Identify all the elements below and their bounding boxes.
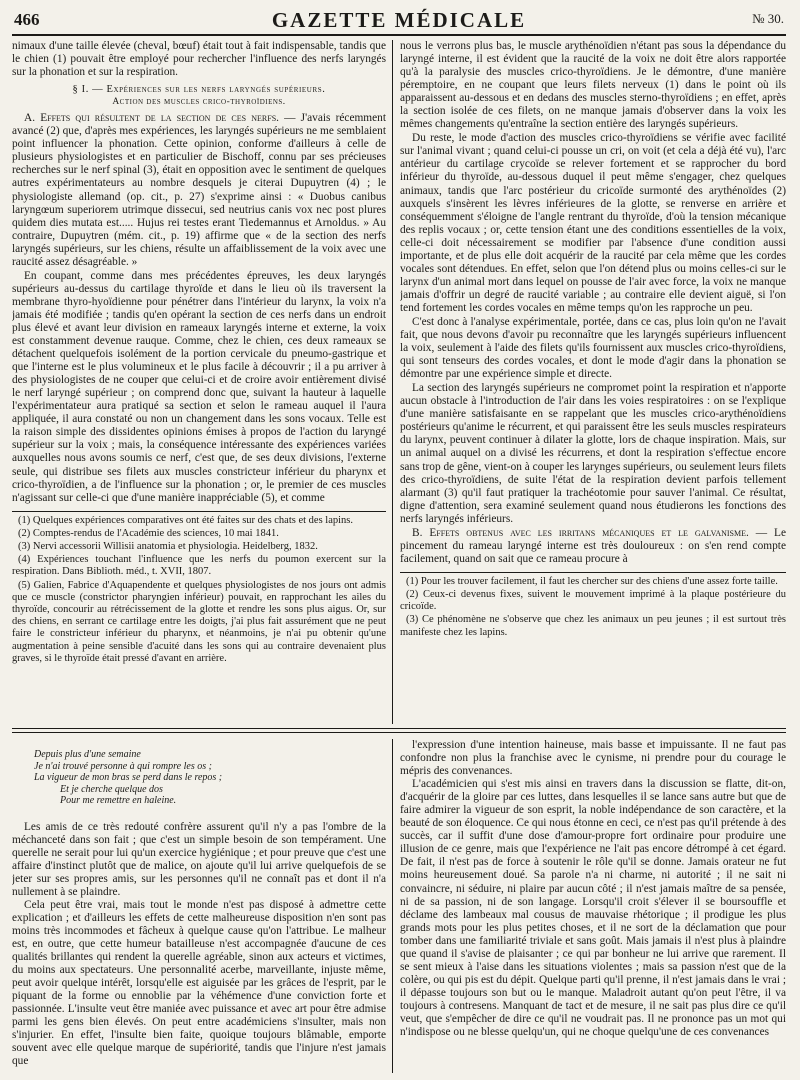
feuilleton — [12, 739, 786, 1073]
paragraph: nous le verrons plus bas, le muscle arythénoïdien n'étant pas sous la dépendance du laryngé interne, il est évident que la raucité de la voix ne doit être alors rapportée qu'à la paralysie des muscles crico-thyroïdiens. Je le démontre, d'une manière péremptoire, en ne coupant que leurs filets nerveux (1) dans le point où ils apparaissent au-dessous et en dedans des muscles sterno-thyroïdiens ; en effet, après la section isolée de ces filets, on ne manque jamais d'observer dans la voix les mêmes changements qu'entraîne la section entière des laryngés supérieurs. — [400, 40, 786, 131]
epigraph-line: Je n'ai trouvé personne à qui rompre les os ; — [34, 760, 212, 772]
masthead — [12, 8, 786, 36]
paragraph: Les amis de ce très redouté confrère assurent qu'il n'y a pas l'ombre de la méchanceté dans son fait ; que c'est un simple besoin de son tempérament. Une querelle ne serait pour lui qu'un exercice hygiénique ; et pour preuve que c'est une affaire d'instinct plutôt que de malice, on ajoute qu'il lui arrive quelquefois de se jeter sur ses propres amis, sur les personnes qu'il ne connaît pas et dont il n'a nullement à se plaindre. — [12, 820, 386, 898]
paragraph-b — [400, 527, 786, 566]
footnote: (3) Ce phénomène ne s'observe que chez les animaux un peu jeunes ; il est surtout très manifeste chez les lapins. — [400, 614, 786, 638]
paragraph: C'est donc à l'analyse expérimentale, portée, dans ce cas, plus loin qu'on ne l'avait fait, que nous devons d'avoir pu reconnaître que les laryngés supérieurs influencent la voix, seulement à l'aide des filets qu'ils fournissent aux muscles crico-thyroïdiens, qui sont tenseurs des cordes vocales, et dont le mode d'agir dans la phonation se démontre par une expérience simple et directe. — [400, 315, 786, 381]
paragraph-a-lead: A. Effets qui résultent de la section de ces nerfs. — [24, 112, 279, 125]
footnotes-left — [12, 511, 386, 665]
column-divider — [392, 40, 393, 724]
paragraph: Cela peut être vrai, mais tout le monde n'est pas disposé à admettre cette explication ; et d'ailleurs les effets de cette malheureuse disposition n'en sont pas moins très incommodes et fâcheux à quelque cause qu'on l'attribue. Le malheur est, en outre, que cette humeur batailleuse n'est accompagnée d'aucune de ces qualités brillantes qui rendent la querelle agréable, sinon aux acteurs et victimes, du moins aux spectateurs. Une personnalité acerbe, marveillante, injuste même, peut avoir quelque intérêt, lorsqu'elle est aiguisée par les grâces de l'esprit, par le piquant de la forme ou ennoblie par la véhémence d'une conviction forte et passionnée. L'insulte veut être maniée avec puissance et avec art pour être admise parmi les gens bien élevés. On peut entre académiciens s'insulter, mais non s'injurier. En effet, l'insulte bien faite, quoique toujours blâmable, emporte souvent avec elle quelque marque de supériorité, tandis que l'injure n'est jamais que — [12, 898, 386, 1068]
epigraph-line: La vigueur de mon bras se perd dans le repos ; — [34, 772, 223, 783]
epigraph-line: Et je cherche quelque dos — [60, 783, 163, 795]
footnote: (3) Nervi accessorii Willisii anatomia et physiologia. Heidelberg, 1832. — [18, 541, 318, 553]
lower-right-column — [400, 739, 786, 1039]
journal-title: GAZETTE MÉDICALE — [271, 8, 527, 32]
lower-left-column — [12, 739, 386, 1068]
section-separator — [12, 728, 786, 733]
paragraph-b-lead: B. Effets obtenus avec les irritans mécaniques et le galvanisme. — [412, 526, 749, 539]
epigraph-line: Depuis plus d'une semaine — [34, 749, 141, 760]
epigraph — [34, 749, 386, 807]
section-title: § I. — Expériences sur les nerfs laryngés supérieurs. — [72, 84, 326, 96]
paragraph: La section des laryngés supérieurs ne compromet point la respiration et n'apporte aucun obstacle à l'introduction de l'air dans les voies respiratoires : on se l'explique d'une manière satisfaisante en se rappelant que les muscles crico-arythénoïdiens postérieurs qu'anime le récurrent, et qui paraissent être les seuls muscles respirateurs du larynx, peuvent continuer à dilater la glotte, lors de chaque inspiration. Mais, sur un animal auquel on a divisé les récurrens, et dont la respiration s'effectue encore sans trop de gêne, vient-on à couper les larynges supérieurs, ou seulement leurs filets des crico-thyroïdiens, de suite l'état de la respiration devient parfois tellement alarmant (3) qu'il faut pratiquer la trachéotomie pour sauver l'animal. Ce résultat, digne d'attention, sera examiné seulement quand nous étudierons les fonctions des nerfs laryngés inférieurs. — [400, 382, 786, 525]
intro-paragraph: nimaux d'une taille élevée (cheval, bœuf) était tout à fait indispensable, tandis que le chien (1) pouvait être employé pour rechercher l'influence des nerfs laryngés sur la phonation et sur la respiration. — [12, 40, 386, 79]
issue-number: № 30. — [752, 11, 784, 26]
footnote: (4) Expériences touchant l'influence que les nerfs du poumon exercent sur la respiration. Dans Biblioth. méd., t. XVII, 1807. — [12, 554, 386, 578]
epigraph-line: Pour me remettre en haleine. — [60, 795, 177, 806]
page-number: 466 — [14, 10, 40, 29]
upper-right-column — [400, 40, 786, 640]
upper-left-column — [12, 40, 386, 666]
footnote: (1) Pour les trouver facilement, il faut les chercher sur des chiens d'une assez forte taille. — [406, 575, 778, 587]
footnotes-right — [400, 572, 786, 639]
paragraph-b-text: — Le pincement du rameau laryngé interne est très douloureux : on s'en rend compte facilement, quand on sait que ce rameau procure à — [400, 526, 786, 565]
paragraph: L'académicien qui s'est mis ainsi en travers dans la discussion se flatte, dit-on, d'acquérir de la gloire par ces luttes, dans lesquelles il se lance sans autre but que de faire admirer la vigueur de son esprit, la noble indépendance de son caractère, et la beauté de son éloquence. Ce qui nous étonne en ceci, ce n'est pas qu'il prétende à des succès, car il suffit d'une dose d'amour-propre fort ordinaire pour produire une illusion de ce genre, mais que l'expérience ne l'ait pas encore détrompé à cet égard. De fait, il n'est pas de force à soutenir le rôle qu'il se donne. Jamais orateur ne fut moins heureusement doué. Sa parole n'a ni charme, ni autorité ; il ne sait ni convaincre, ni séduire, ni plaire par aucun côté ; il n'est jamais maître de sa pensée, ni de sa passion, ni de son langage. Lorsqu'il croit s'élever il se boursouffle et déclame des lambeaux mal cousus de mauvaise rhétorique ; il prodigue les plus grands mots pour les plus petites choses, et il ne sort de la déclamation que pour tomber dans une familiarité triviale et sans goût. Mais jamais il n'est plus à plaindre que quand il s'avise de plaisanter ; ce qui par bonheur ne lui arrive que rarement. Il se sent mieux à l'aise dans les situations violentes ; mais sa passion n'est que de la colère, ou qui pis est du dépit. Quelque parti qu'il prenne, il n'est jamais dans le vrai ; il dépasse toujours son but ou le manque. Maladroit autant qu'on peut l'être, il va toujours à contresens. Manquant de tact et de mesure, il ne sait pas plus dire ce qu'il veut, que s'empêcher de dire ce qu'il ne voudrait pas. Il ne prononce pas un mot qui n'indispose ou ne blesse quelqu'un, qui ne choque quelqu'une de ces convenances — [400, 778, 786, 1039]
footnote: (5) Galien, Fabrice d'Aquapendente et quelques physiologistes de nos jours ont admis que ce muscle (constrictor pharyngien inférieur) pouvait, en rapprochant les ailes du thyroïde, concourir au rétrécissement de la glotte et rendre les sons plus aigus. Or, sur des chiens, en serrant ce cartilage entre les doigts, j'ai plus fait assurément que ne peut faire le constricteur inférieur du pharynx, et néanmoins, je n'ai pu obtenir qu'une augmentation à peine sensible d'acuité dans les sons qui au contraire devenaient plus graves, si le thyroïde était pressé d'avant en arrière. — [12, 579, 386, 664]
footnote: (1) Quelques expériences comparatives ont été faites sur des chats et des lapins. — [18, 514, 354, 526]
paragraph: En coupant, comme dans mes précédentes épreuves, les deux laryngés supérieurs au-dessus du cartilage thyroïde et dans le lieu où ils traversent la membrane thyro-hyoïdienne pour pénétrer dans l'intérieur du larynx, la voix n'a jamais été modifiée ; tandis qu'en opérant la section de ces nerfs dans un endroit plus élevé et avant leur division en rameaux laryngés interne et externe, la voix est constamment devenue rauque. Comme, chez le chien, ces deux rameaux se détachent quelquefois isolément de la portion cervicale du pneumo-gastrique et que l'interne est le plus volumineux et le plus facile à découvrir ; il a pu arriver à des physiologistes de ne couper que celui-ci et de croire avoir entièrement divisé le nerf laryngé supérieur ; on comprend donc que, suivant la hauteur à laquelle l'expérimentateur aura pratiqué sa section et selon le rameau auquel il l'aura appliquée, il aura constaté ou non un changement dans les sons vocaux. Telle est la raison simple des dissidentes opinions émises à propos de l'action du laryngé supérieur sur la voix ; mais, la conséquence intéressante des expériences variées auxquelles nous avons soumis ce nerf, c'est que, de ses deux divisions, l'externe seule, qui distribue ses filets aux muscles constricteur inférieur du pharynx et crico-thyroïdien, a de l'influence sur la phonation ; or, le premier de ces muscles n'agissant sur celle-ci que d'une manière inappréciable (5), et comme — [12, 269, 386, 504]
section-subtitle: Action des muscles crico-thyroïdiens. — [112, 97, 286, 108]
column-divider — [392, 739, 393, 1073]
paragraph-a — [12, 112, 386, 269]
paragraph: l'expression d'une intention haineuse, mais basse et impuissante. Il ne faut pas confondre non plus la franchise avec le cynisme, ni prendre pour du courage le mépris des convenances. — [400, 739, 786, 778]
footnote: (2) Comptes-rendus de l'Académie des sciences, 10 mai 1841. — [18, 527, 279, 539]
article-upper — [12, 40, 786, 724]
footnote: (2) Ceux-ci devenus fixes, suivent le mouvement imprimé à la plaque postérieure du cricoïde. — [400, 589, 786, 613]
paragraph: Du reste, le mode d'action des muscles crico-thyroïdiens se vérifie avec facilité sur l'animal vivant ; quand celui-ci pousse un cri, on voit (et cela a déjà été vu), l'arc antérieur du cartilage crycoïde se relever fortement et se rapprocher du bord inférieur du thyroïde, au-dessous duquel il peut même s'engager, chez quelques animaux, tandis que l'arc postérieur du cricoïde surmonté des arythénoïdes (2) auxquels s'insèrent les lèvres inférieures de la glotte, se renverse en arrière et conséquemment s'éloigne de l'angle rentrant du thyroïde, d'où la tension mécanique des replis vocaux ; or, cette tension étant une des conditions essentielles de la voix, celle-ci doit nécessairement se modifier par l'absence d'une condition aussi importante, et de plus elle doit acquérir de la raucité par cela même que les cordes vocales sont détendues. En effet, selon que l'on détend plus ou moins celles-ci sur le larynx d'un animal mort dans lequel on pousse de l'air avec force, la voix ne manque jamais d'offrir un degré de raucité variable ; au contraire elle devient aiguë, si l'on tend fortement les cordes vocales en même temps qu'on les rapproche un peu. — [400, 132, 786, 314]
paragraph-a-text: — J'avais récemment avancé (2) que, d'après mes expériences, les laryngés supérieurs ne me semblaient point influencer la phonation. Cette opinion, conforme d'ailleurs à celle de plusieurs physiologistes et en particulier de Bischoff, connu par ses précieuses recherches sur le nerf spinal (3), était en opposition avec le sentiment de quelques autres expérimentateurs au nombre desquels je citerai Dupuytren (4) ; le physiologiste allemand (op. cit., p. 27) s'exprime ainsi : « Duobus canibus laryngœum superiorem utrimque dissecui, sed neutrius canis vox nec post plures quidem dies mutata est..... Hujus rei testes erant Tiedemannus et Arnoldus. » Au contraire, Dupuytren (mém. cit., p. 19) affirme que « de la section des nerfs laryngés supérieurs, sur les chiens, résulte un affaiblissement de la voix avec une raucité assez désagréable. » — [12, 112, 386, 268]
